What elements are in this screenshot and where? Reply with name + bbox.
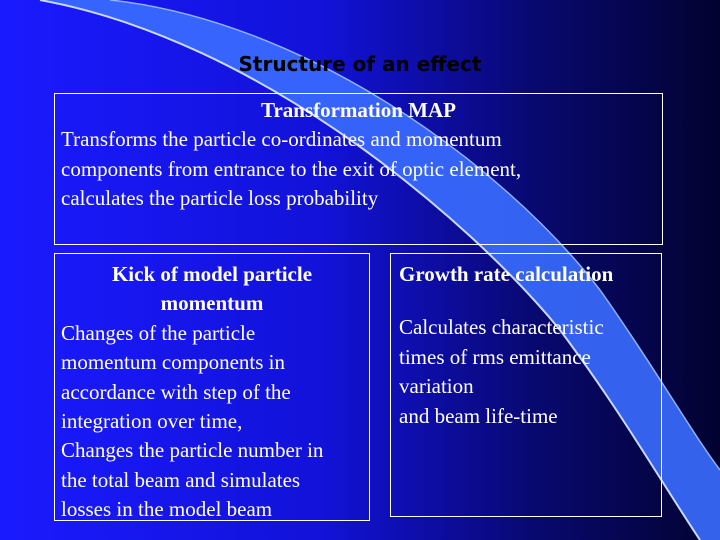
- kick-line: losses in the model beam: [61, 497, 273, 522]
- transformation-map-title: Transformation MAP: [261, 98, 456, 122]
- transformation-map-box: [54, 93, 663, 245]
- kick-line: Changes of the particle: [61, 320, 256, 345]
- slide-title: Structure of an effect: [238, 52, 482, 76]
- transformation-map-line: calculates the particle loss probability: [61, 186, 379, 211]
- growth-rate-line: Calculates characteristic: [399, 315, 604, 340]
- kick-title-line: Kick of model particle: [111, 262, 313, 286]
- growth-rate-title: Growth rate calculation: [399, 262, 614, 286]
- kick-line: Changes the particle number in: [61, 438, 324, 463]
- kick-title-line: momentum: [160, 291, 264, 316]
- growth-rate-line: variation: [399, 374, 474, 399]
- growth-rate-spacer: [399, 289, 653, 313]
- kick-line: accordance with step of the: [61, 379, 291, 404]
- growth-rate-line: and beam life-time: [399, 403, 558, 428]
- kick-box: [54, 253, 370, 521]
- transformation-map-line: components from entrance to the exit of optic element,: [61, 156, 522, 181]
- kick-line: momentum components in: [61, 350, 285, 375]
- kick-line: integration over time,: [61, 408, 243, 433]
- kick-line: the total beam and simulates: [61, 467, 301, 492]
- transformation-map-line: Transforms the particle co-ordinates and momentum: [61, 127, 502, 152]
- growth-rate-line: times of rms emittance: [399, 344, 591, 369]
- growth-rate-box: [390, 253, 662, 517]
